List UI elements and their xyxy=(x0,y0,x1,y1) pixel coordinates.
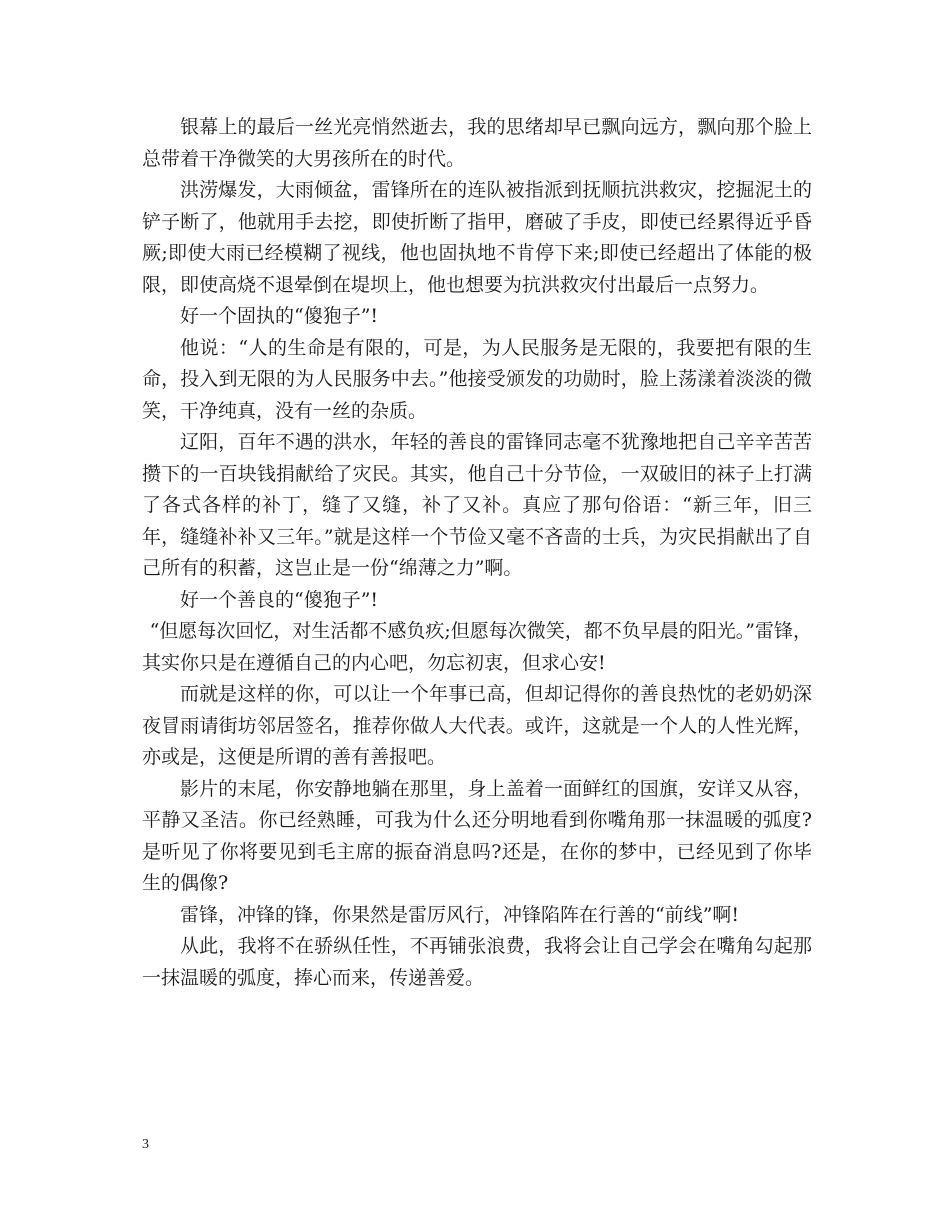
paragraph-6: 好一个善良的“傻狍子”! xyxy=(180,588,379,611)
paragraph-11: 从此，我将不在骄纵任性，不再铺张浪费，我将会让自己学会在嘴角勾起那一抹温暖的弧度，捧心而来，传递善爱。 xyxy=(142,935,812,989)
document-body xyxy=(142,112,812,994)
paragraph-9: 影片的末尾，你安静地躺在那里，身上盖着一面鲜红的国旗，安详又从容，平静又圣洁。你已经熟睡，可我为什么还分明地看到你嘴角那一抹温暖的弧度?是听见了你将要见到毛主席的振奋消息吗?还是，在你的梦中，已经见到了你毕生的偶像? xyxy=(142,777,812,894)
paragraph-7: “但愿每次回忆，对生活都不感负疚;但愿每次微笑，都不负早晨的阳光。”雷锋，其实你只是在遵循自己的内心吧，勿忘初衷，但求心安! xyxy=(142,620,812,674)
paragraph-1: 银幕上的最后一丝光亮悄然逝去，我的思绪却早已飘向远方，飘向那个脸上总带着干净微笑的大男孩所在的时代。 xyxy=(142,116,812,170)
paragraph-10: 雷锋，冲锋的锋，你果然是雷厉风行，冲锋陷阵在行善的“前线”啊! xyxy=(180,903,740,926)
page-number: 3 xyxy=(142,1137,149,1152)
paragraph-3: 好一个固执的“傻狍子”! xyxy=(180,305,379,327)
paragraph-5: 辽阳，百年不遇的洪水，年轻的善良的雷锋同志毫不犹豫地把自己辛辛苦苦攒下的一百块钱捐献给了灾民。其实，他自己十分节俭，一双破旧的袜子上打满了各式各样的补丁，缝了又缝，补了又补。真应了那句俗语：“新三年，旧三年，缝缝补补又三年。”就是这样一个节俭又毫不吝啬的士兵，为灾民捐献出了自己所有的积蓄，这岂止是一份“绵薄之力”啊。 xyxy=(142,431,812,579)
paragraph-4: 他说：“人的生命是有限的，可是，为人民服务是无限的，我要把有限的生命，投入到无限的为人民服务中去。”他接受颁发的功勋时，脸上荡漾着淡淡的微笑，干净纯真，没有一丝的杂质。 xyxy=(142,336,812,422)
paragraph-8: 而就是这样的你，可以让一个年事已高，但却记得你的善良热忱的老奶奶深夜冒雨请街坊邻居签名，推荐你做人大代表。或许，这就是一个人的人性光辉，亦或是，这便是所谓的善有善报吧。 xyxy=(142,683,812,768)
paragraph-2: 洪涝爆发，大雨倾盆，雷锋所在的连队被指派到抚顺抗洪救灾，挖掘泥土的铲子断了，他就用手去挖，即使折断了指甲，磨破了手皮，即使已经累得近乎昏厥;即使大雨已经模糊了视线，他也固执地不肯停下来;即使已经超出了体能的极限，即使高烧不退晕倒在堤坝上，他也想要为抗洪救灾付出最后一点努力。 xyxy=(142,179,812,296)
